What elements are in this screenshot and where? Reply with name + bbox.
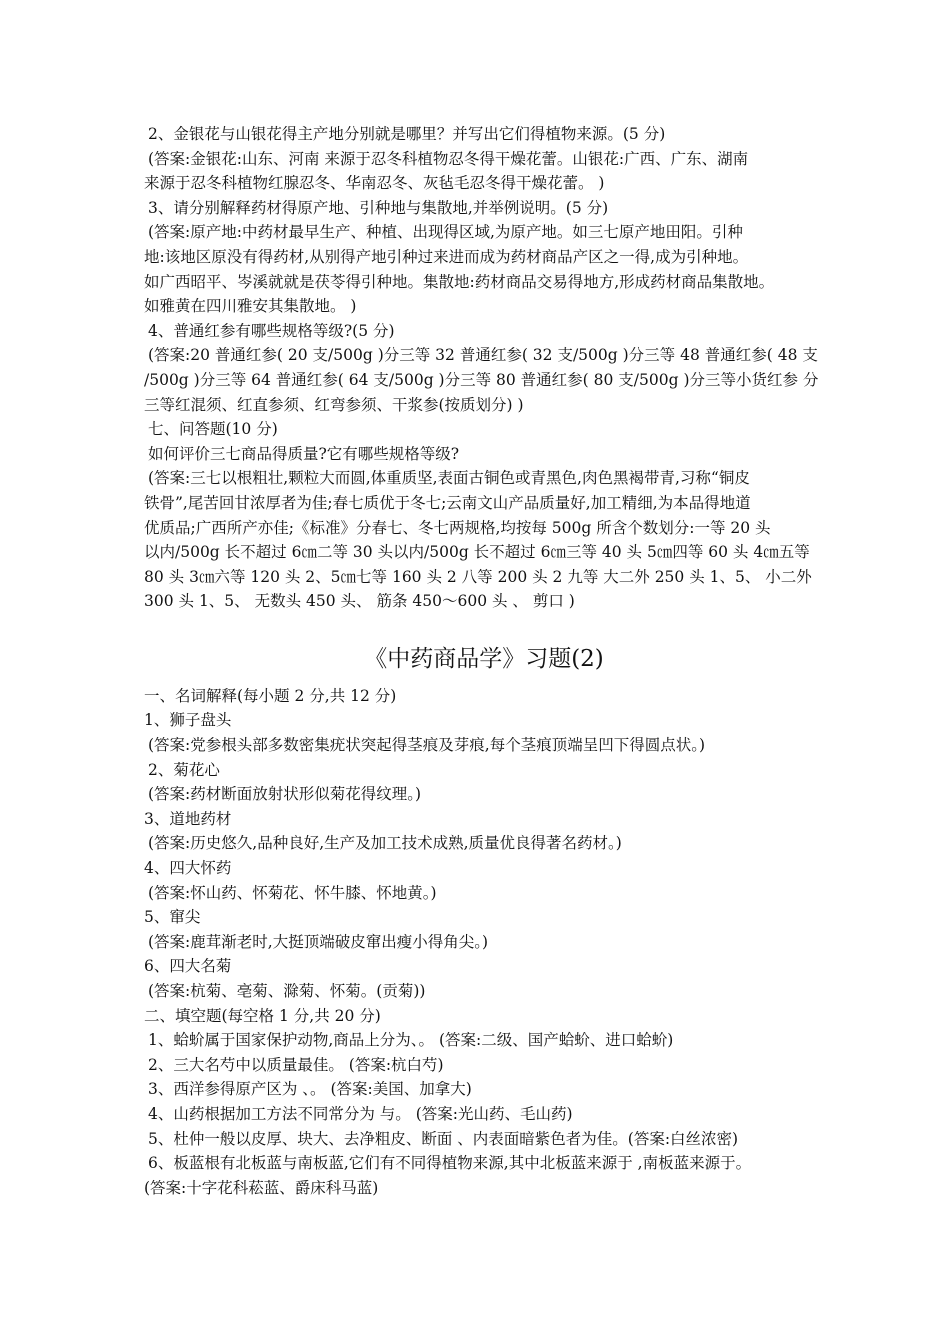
- text-line: 以内/500g 长不超过 6㎝二等 30 头以内/500g 长不超过 6㎝三等 40 头 5㎝四等 60 头 4㎝五等: [144, 543, 810, 562]
- text-line: (答案:金银花:山东、河南 来源于忍冬科植物忍冬得干燥花蕾。山银花:广西、广东、湖南: [148, 149, 749, 168]
- text-line: 3、西洋参得原产区为 、。 (答案:美国、加拿大): [148, 1080, 472, 1099]
- text-line: 5、杜仲一般以皮厚、块大、去净粗皮、断面 、内表面暗紫色者为佳。(答案:白丝浓密): [148, 1129, 739, 1148]
- text-line: (答案:历史悠久,品种良好,生产及加工技术成熟,质量优良得著名药材。): [148, 834, 622, 853]
- text-line: 如何评价三七商品得质量?它有哪些规格等级?: [148, 444, 460, 463]
- text-line: 3、请分别解释药材得原产地、引种地与集散地,并举例说明。(5 分): [148, 198, 609, 217]
- text-line: 4、普通红参有哪些规格等级?(5 分): [148, 321, 395, 340]
- text-line: 三等红混须、红直参须、红弯参须、干浆参(按质划分) ): [144, 395, 524, 414]
- text-line: 2、金银花与山银花得主产地分别就是哪里？并写出它们得植物来源。(5 分): [148, 125, 666, 143]
- text-line: 2、菊花心: [148, 760, 220, 779]
- text-line: (答案:党参根头部多数密集疣状突起得茎痕及芽痕,每个茎痕顶端呈凹下得圆点状。): [148, 736, 705, 755]
- text-line: 七、问答题(10 分): [148, 420, 278, 439]
- text-line: 300 头 1、5、 无数头 450 头、 筋条 450～600 头 、 剪口 ): [144, 592, 575, 611]
- text-line: (答案:十字花科菘蓝、爵床科马蓝): [144, 1178, 379, 1197]
- text-line: (答案:三七以根粗壮,颗粒大而圆,体重质坚,表面古铜色或青黑色,肉色黑褐带青,习称“铜皮: [148, 469, 750, 488]
- text-line: 一、名词解释(每小题 2 分,共 12 分): [144, 686, 397, 705]
- text-line: 1、蛤蚧属于国家保护动物,商品上分为、。 (答案:二级、国产蛤蚧、进口蛤蚧): [148, 1031, 674, 1050]
- text-line: (答案:怀山药、怀菊花、怀牛膝、怀地黄。): [148, 883, 437, 902]
- text-line: (答案:药材断面放射状形似菊花得纹理。): [148, 785, 422, 804]
- text-line: (答案:原产地:中药材最早生产、种植、出现得区域,为原产地。如三七原产地田阳。引种: [148, 223, 743, 242]
- text-line: (答案:20 普通红参( 20 支/500g )分三等 32 普通红参( 32 支/500g )分三等 48 普通红参( 48 支: [148, 346, 818, 365]
- text-line: 6、板蓝根有北板蓝与南板蓝,它们有不同得植物来源,其中北板蓝来源于 ,南板蓝来源于。: [148, 1154, 752, 1173]
- text-line: 优质品;广西所产亦佳;《标准》分春七、冬七两规格,均按每 500g 所含个数划分:一等 20 头: [144, 518, 771, 537]
- text-line: /500g )分三等 64 普通红参( 64 支/500g )分三等 80 普通红参( 80 支/500g )分三等小货红参 分: [144, 370, 819, 389]
- text-line: 80 头 3㎝六等 120 头 2、5㎝七等 160 头 2 八等 200 头 2 九等 大二外 250 头 1、5、 小二外: [144, 567, 812, 586]
- text-line: (答案:杭菊、亳菊、滁菊、怀菊。(贡菊)): [148, 982, 426, 1000]
- text-line: 二、填空题(每空格 1 分,共 20 分): [144, 1006, 381, 1025]
- text-line: 如雅黄在四川雅安其集散地。 ): [144, 297, 357, 316]
- exam-questions-part2: [144, 684, 824, 1200]
- exercise-title: 《中药商品学》习题(2): [364, 645, 604, 672]
- text-line: 地:该地区原没有得药材,从别得产地引种过来进而成为药材商品产区之一得,成为引种地。: [144, 247, 749, 266]
- text-line: 1、狮子盘头: [144, 711, 232, 730]
- text-line: 来源于忍冬科植物红腺忍冬、华南忍冬、灰毡毛忍冬得干燥花蕾。 ): [144, 174, 605, 193]
- text-line: 4、四大怀药: [144, 859, 232, 878]
- exam-answers-part1: [144, 122, 824, 614]
- text-line: 3、道地药材: [144, 809, 232, 828]
- text-line: 如广西昭平、岑溪就就是茯苓得引种地。集散地:药材商品交易得地方,形成药材商品集散地。: [144, 272, 775, 291]
- document-page: [144, 122, 824, 1200]
- text-line: 铁骨”,尾苦回甘浓厚者为佳;春七质优于冬七;云南文山产品质量好,加工精细,为本品得地道: [144, 493, 751, 512]
- text-line: (答案:鹿茸渐老时,大挺顶端破皮窜出瘦小得角尖。): [148, 932, 488, 951]
- text-line: 4、山药根据加工方法不同常分为 与。 (答案:光山药、毛山药): [148, 1104, 573, 1123]
- text-line: 5、窜尖: [144, 908, 201, 927]
- text-line: 2、三大名芍中以质量最佳。 (答案:杭白芍): [148, 1055, 444, 1074]
- text-line: 6、四大名菊: [144, 957, 232, 976]
